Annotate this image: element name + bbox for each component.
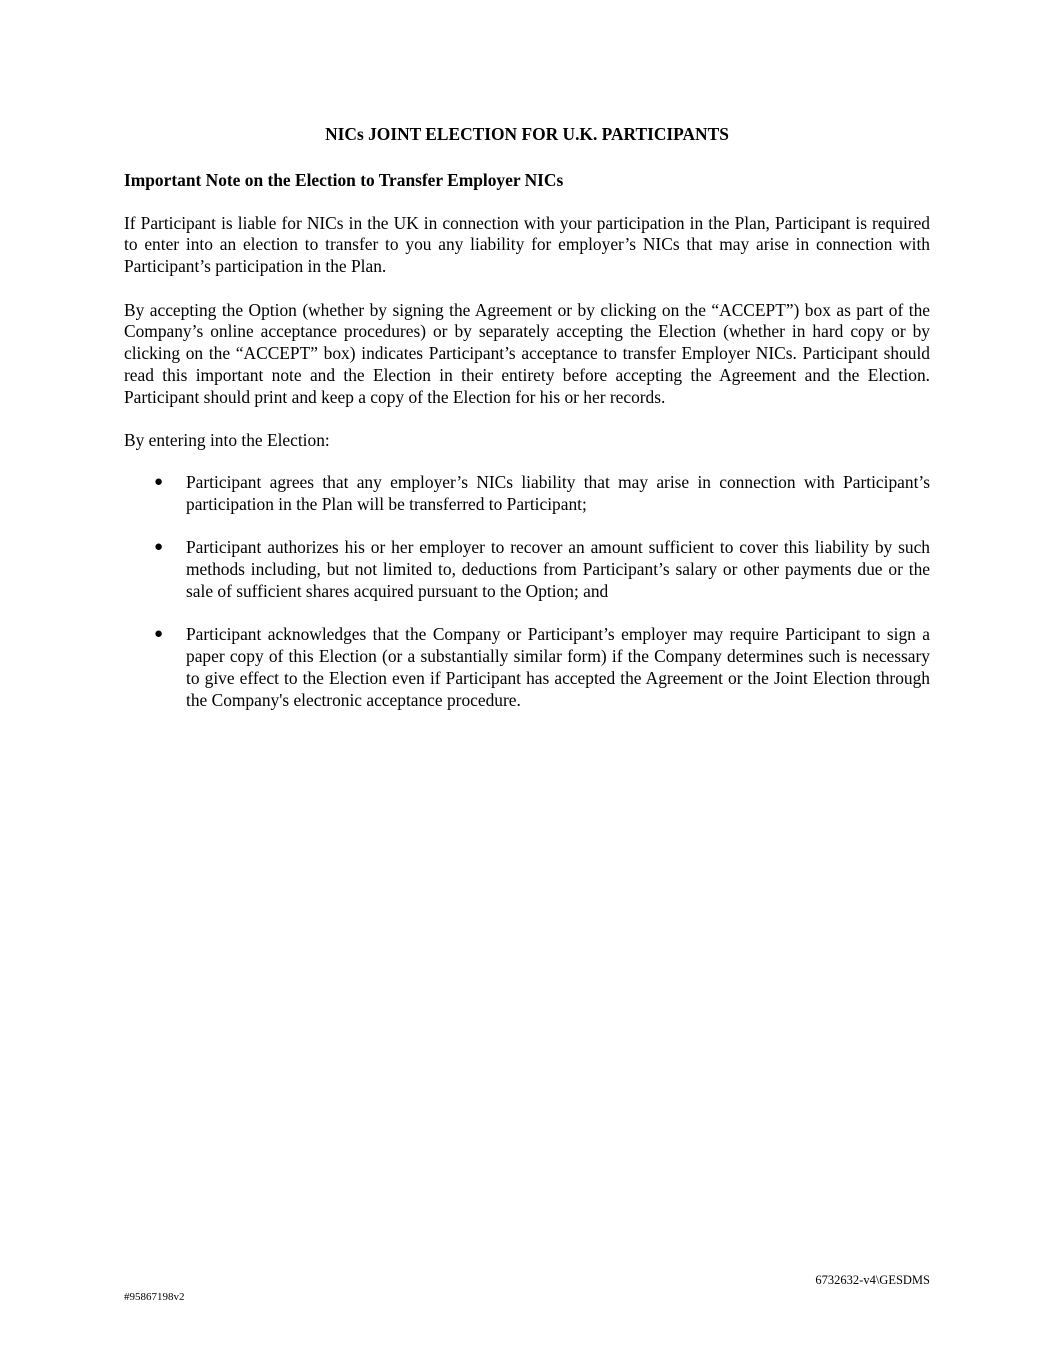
list-item-text: Participant agrees that any employer’s NICs liability that may arise in connection with Participant’s participation in the Plan will be transferred to Participant; — [186, 471, 930, 514]
paragraph-intro: By entering into the Election: — [124, 430, 330, 451]
bullet-icon: ● — [154, 473, 164, 490]
list-item — [124, 624, 930, 711]
list-item — [124, 472, 930, 516]
paragraph-acceptance: By accepting the Option (whether by signing the Agreement or by clicking on the “ACCEPT”) box as part of the Company’s online acceptance procedures) or by separately accepting the Election (whether in hard copy or by clicking on the “ACCEPT” box) indicates Participant’s acceptance to transfer Employer NICs. Participant should read this important note and the Election in their entirety before accepting the Agreement and the Election. Participant should print and keep a copy of the Election for his or her records. — [124, 299, 930, 407]
list-item-text: Participant authorizes his or her employer to recover an amount sufficient to cover this liability by such methods including, but not limited to, deductions from Participant’s salary or other payments due or the sale of sufficient shares acquired pursuant to the Option; and — [186, 537, 930, 601]
election-terms-list — [124, 472, 930, 711]
page-title: NICs JOINT ELECTION FOR U.K. PARTICIPANTS — [325, 124, 729, 144]
paragraph-liability: If Participant is liable for NICs in the UK in connection with your participation in the Plan, Participant is required to enter into an election to transfer to you any liability for employer’s NICs that may arise in connection with Participant’s participation in the Plan. — [124, 212, 930, 277]
list-item-text: Participant acknowledges that the Company or Participant’s employer may require Participant to sign a paper copy of this Election (or a substantially similar form) if the Company determines such is necessary to give effect to the Election even if Participant has accepted the Agreement or the Joint Election through the Company's electronic acceptance procedure. — [186, 624, 930, 710]
section-heading: Important Note on the Election to Transfer Employer NICs — [124, 169, 564, 190]
list-item — [124, 537, 930, 602]
document-page — [124, 124, 930, 733]
document-reference-left: #95867198v2 — [124, 1291, 185, 1303]
bullet-icon: ● — [154, 626, 164, 643]
document-reference-right: 6732632-v4\GESDMS — [815, 1273, 930, 1287]
bullet-icon: ● — [154, 539, 164, 556]
